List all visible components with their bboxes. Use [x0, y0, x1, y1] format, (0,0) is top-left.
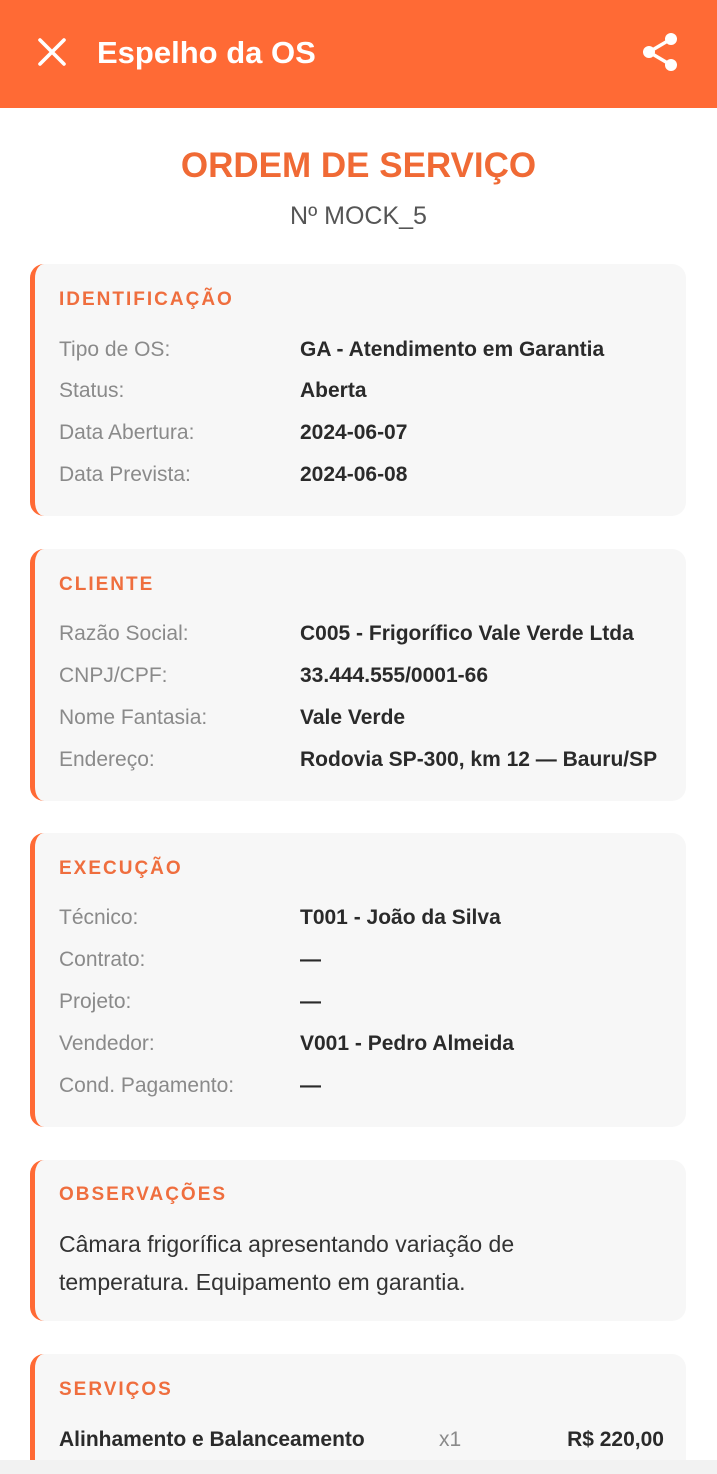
info-row	[59, 698, 679, 738]
page-title: ORDEM DE SERVIÇO	[180, 146, 537, 185]
section-heading: OBSERVAÇÕES	[59, 1184, 228, 1205]
row-label: Contrato:	[59, 948, 146, 971]
info-row	[59, 656, 679, 696]
section-heading: CLIENTE	[59, 574, 155, 595]
info-row	[59, 1066, 679, 1106]
row-value: Vale Verde	[300, 706, 406, 729]
row-value: 33.444.555/0001-66	[300, 664, 489, 687]
row-value: —	[300, 990, 321, 1013]
row-label: CNPJ/CPF:	[59, 664, 168, 687]
service-quantity: x1	[439, 1428, 462, 1451]
row-value: —	[300, 1074, 321, 1097]
row-label: Projeto:	[59, 990, 132, 1013]
service-price: R$ 220,00	[567, 1428, 664, 1451]
info-row	[59, 740, 679, 780]
row-label: Nome Fantasia:	[59, 706, 208, 729]
observation-line: Câmara frigorífica apresentando variação de	[59, 1231, 515, 1257]
info-row	[59, 413, 679, 453]
row-value: 2024-06-08	[300, 463, 408, 486]
row-value: V001 - Pedro Almeida	[300, 1032, 514, 1055]
row-label: Data Prevista:	[59, 463, 191, 486]
info-row	[59, 940, 679, 980]
observation-line: temperatura. Equipamento em garantia.	[59, 1269, 466, 1295]
section-heading: EXECUÇÃO	[59, 858, 183, 879]
info-row	[59, 614, 679, 654]
service-name: Alinhamento e Balanceamento	[59, 1428, 365, 1451]
row-label: Técnico:	[59, 906, 139, 929]
row-label: Endereço:	[59, 748, 155, 771]
app-bar	[0, 0, 717, 108]
share-button[interactable]	[634, 26, 686, 78]
bottom-edge	[0, 1460, 717, 1474]
row-value: 2024-06-07	[300, 421, 408, 444]
close-button[interactable]	[28, 26, 76, 78]
row-label: Razão Social:	[59, 622, 189, 645]
info-row	[59, 1024, 679, 1064]
section-heading: IDENTIFICAÇÃO	[59, 289, 234, 310]
order-number: Nº MOCK_5	[290, 202, 427, 230]
info-row	[59, 898, 679, 938]
row-label: Cond. Pagamento:	[59, 1074, 235, 1097]
row-value: T001 - João da Silva	[300, 906, 501, 929]
cliente-card	[30, 549, 686, 801]
row-label: Tipo de OS:	[59, 338, 171, 361]
row-label: Status:	[59, 379, 125, 402]
section-heading: SERVIÇOS	[59, 1379, 173, 1400]
info-row	[59, 982, 679, 1022]
row-label: Vendedor:	[59, 1032, 155, 1055]
row-value: GA - Atendimento em Garantia	[300, 338, 605, 361]
row-value: Aberta	[300, 379, 367, 402]
row-value: Rodovia SP-300, km 12 — Bauru/SP	[300, 748, 658, 771]
info-row	[59, 371, 679, 411]
identificacao-card	[30, 264, 686, 516]
row-value: C005 - Frigorífico Vale Verde Ltda	[300, 622, 634, 645]
info-row	[59, 455, 679, 495]
close-icon	[37, 37, 67, 67]
share-icon	[641, 32, 679, 72]
info-row	[59, 330, 679, 370]
row-value: —	[300, 948, 321, 971]
observacoes-card	[30, 1160, 686, 1321]
row-label: Data Abertura:	[59, 421, 195, 444]
servicos-card	[30, 1354, 686, 1474]
execucao-card	[30, 833, 686, 1127]
app-bar-title: Espelho da OS	[97, 35, 316, 70]
